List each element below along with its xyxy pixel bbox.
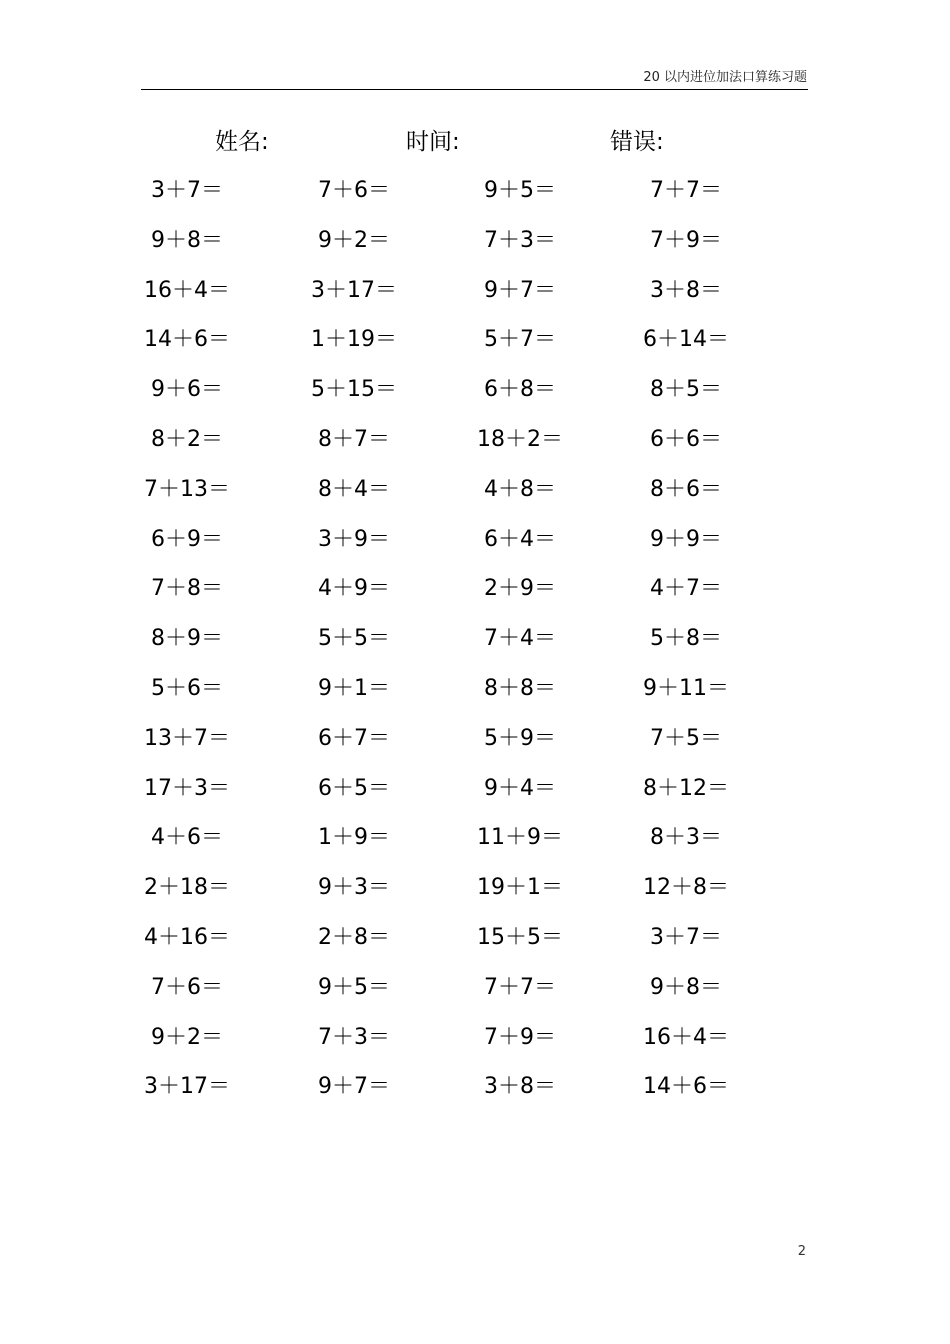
problem-item: 9＋9＝ bbox=[650, 526, 722, 552]
problem-item: 14＋6＝ bbox=[643, 1074, 729, 1100]
problem-item: 9＋7＝ bbox=[484, 277, 556, 303]
problem-item: 9＋8＝ bbox=[650, 974, 722, 1000]
problem-item: 5＋15＝ bbox=[311, 377, 397, 403]
errors-label: 错误: bbox=[610, 129, 664, 155]
problem-item: 5＋6＝ bbox=[151, 676, 223, 701]
problem-item: 14＋6＝ bbox=[144, 327, 230, 353]
problem-item: 5＋7＝ bbox=[484, 327, 556, 353]
problem-item: 3＋9＝ bbox=[318, 526, 390, 552]
problem-item: 9＋5＝ bbox=[318, 974, 390, 1000]
problem-item: 8＋4＝ bbox=[318, 476, 390, 502]
problem-item: 7＋4＝ bbox=[484, 626, 556, 652]
problem-item: 3＋17＝ bbox=[311, 277, 397, 303]
problem-item: 8＋6＝ bbox=[650, 476, 722, 502]
problem-item: 6＋14＝ bbox=[643, 327, 729, 353]
problem-item: 7＋7＝ bbox=[650, 178, 722, 203]
name-label: 姓名: bbox=[215, 129, 269, 155]
problem-item: 1＋19＝ bbox=[311, 327, 397, 353]
problem-item: 8＋3＝ bbox=[650, 825, 722, 851]
problem-item: 8＋8＝ bbox=[484, 676, 556, 701]
problem-item: 3＋7＝ bbox=[151, 178, 223, 203]
header-title: 20 以内进位加法口算练习题 bbox=[643, 70, 807, 85]
problem-item: 18＋2＝ bbox=[477, 427, 563, 452]
problem-item: 9＋1＝ bbox=[318, 676, 390, 701]
page-number: 2 bbox=[797, 1244, 806, 1259]
problem-item: 3＋8＝ bbox=[650, 277, 722, 303]
problem-item: 7＋5＝ bbox=[650, 725, 722, 751]
problem-item: 16＋4＝ bbox=[144, 277, 230, 303]
problem-item: 15＋5＝ bbox=[477, 925, 563, 950]
problem-item: 8＋12＝ bbox=[643, 775, 729, 801]
problem-item: 16＋4＝ bbox=[643, 1024, 729, 1050]
problem-item: 2＋18＝ bbox=[144, 875, 230, 901]
problem-item: 8＋2＝ bbox=[151, 427, 223, 452]
problem-item: 3＋8＝ bbox=[484, 1074, 556, 1100]
problem-item: 9＋3＝ bbox=[318, 875, 390, 901]
problem-item: 8＋9＝ bbox=[151, 626, 223, 652]
problem-item: 7＋6＝ bbox=[318, 178, 390, 203]
problem-item: 9＋2＝ bbox=[151, 1024, 223, 1050]
problem-item: 7＋9＝ bbox=[484, 1024, 556, 1050]
problem-item: 13＋7＝ bbox=[144, 725, 230, 751]
problem-item: 11＋9＝ bbox=[477, 825, 563, 851]
problem-item: 7＋6＝ bbox=[151, 974, 223, 1000]
problem-item: 3＋17＝ bbox=[144, 1074, 230, 1100]
problem-item: 7＋8＝ bbox=[151, 576, 223, 602]
problem-item: 9＋5＝ bbox=[484, 178, 556, 203]
problem-item: 4＋6＝ bbox=[151, 825, 223, 851]
problem-item: 6＋5＝ bbox=[318, 775, 390, 801]
problem-item: 5＋8＝ bbox=[650, 626, 722, 652]
problem-item: 2＋9＝ bbox=[484, 576, 556, 602]
problem-item: 4＋9＝ bbox=[318, 576, 390, 602]
problem-item: 8＋7＝ bbox=[318, 427, 390, 452]
problem-item: 17＋3＝ bbox=[144, 775, 230, 801]
problem-item: 6＋4＝ bbox=[484, 526, 556, 552]
problem-item: 7＋13＝ bbox=[144, 476, 230, 502]
problem-item: 4＋8＝ bbox=[484, 476, 556, 502]
problem-item: 9＋11＝ bbox=[643, 676, 729, 701]
problem-item: 5＋9＝ bbox=[484, 725, 556, 751]
problem-item: 4＋7＝ bbox=[650, 576, 722, 602]
problem-item: 6＋8＝ bbox=[484, 377, 556, 403]
problem-item: 19＋1＝ bbox=[477, 875, 563, 901]
problem-item: 7＋7＝ bbox=[484, 974, 556, 1000]
problem-item: 9＋6＝ bbox=[151, 377, 223, 403]
problem-item: 5＋5＝ bbox=[318, 626, 390, 652]
time-label: 时间: bbox=[406, 129, 460, 155]
problem-item: 8＋5＝ bbox=[650, 377, 722, 403]
problem-item: 9＋4＝ bbox=[484, 775, 556, 801]
problem-item: 7＋3＝ bbox=[318, 1024, 390, 1050]
problem-item: 7＋9＝ bbox=[650, 227, 722, 253]
problem-item: 6＋9＝ bbox=[151, 526, 223, 552]
problem-item: 4＋16＝ bbox=[144, 925, 230, 950]
problem-item: 7＋3＝ bbox=[484, 227, 556, 253]
problem-item: 3＋7＝ bbox=[650, 925, 722, 950]
problem-item: 1＋9＝ bbox=[318, 825, 390, 851]
problem-item: 9＋7＝ bbox=[318, 1074, 390, 1100]
problem-item: 6＋6＝ bbox=[650, 427, 722, 452]
problem-item: 12＋8＝ bbox=[643, 875, 729, 901]
problem-item: 6＋7＝ bbox=[318, 725, 390, 751]
problem-item: 2＋8＝ bbox=[318, 925, 390, 950]
problem-item: 9＋8＝ bbox=[151, 227, 223, 253]
problem-item: 9＋2＝ bbox=[318, 227, 390, 253]
